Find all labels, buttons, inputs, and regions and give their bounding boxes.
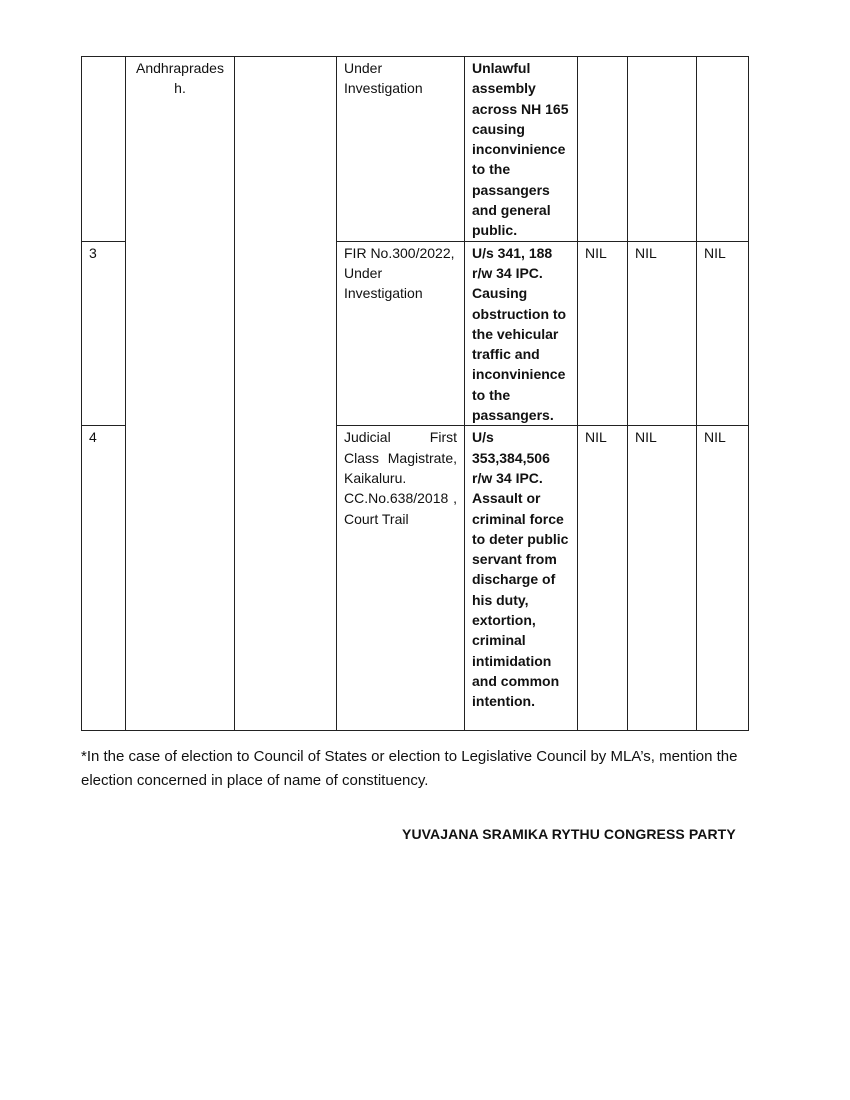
empty-cell <box>235 57 337 731</box>
case-status-cell: FIR No.300/2022, Under Investigation <box>337 241 465 426</box>
offence-cell: U/s 353,384,506 r/w 34 IPC. Assault or criminal force to deter public servant from discharge of his duty, extortion, criminal intimidation and common intention. <box>465 426 578 731</box>
status-word: Judicial <box>344 429 391 446</box>
status-first-line <box>344 427 457 447</box>
status-rest: Class Magistrate, Kaikaluru. CC.No.638/2018 , Court Trail <box>344 449 457 527</box>
footnote: *In the case of election to Council of States or election to Legislative Council by MLA’s, mention the election concerned in place of name of constituency. <box>81 748 738 789</box>
table-cell: NIL <box>578 426 628 731</box>
party-name: YUVAJANA SRAMIKA RYTHU CONGRESS PARTY <box>402 826 736 842</box>
offence-cell: Unlawful assembly across NH 165 causing inconvinience to the passangers and general public. <box>465 57 578 242</box>
table-cell: NIL <box>697 426 749 731</box>
table-cell: NIL <box>578 241 628 426</box>
serial-number-cell: 3 <box>82 241 126 426</box>
case-status-cell <box>337 426 465 731</box>
table-cell <box>697 57 749 242</box>
table-cell: NIL <box>628 241 697 426</box>
table-row <box>82 57 749 242</box>
table-cell: NIL <box>628 426 697 731</box>
case-status-cell: Under Investigation <box>337 57 465 242</box>
criminal-cases-table <box>81 56 749 731</box>
serial-number-cell <box>82 57 126 242</box>
offence-cell: U/s 341, 188 r/w 34 IPC. Causing obstruction to the vehicular traffic and inconvinience to the passangers. <box>465 241 578 426</box>
serial-number-cell: 4 <box>82 426 126 731</box>
table-cell: NIL <box>697 241 749 426</box>
status-word: First <box>429 429 457 446</box>
table-cell <box>578 57 628 242</box>
state-cell: Andhraprades h. <box>126 57 235 731</box>
table-cell <box>628 57 697 242</box>
